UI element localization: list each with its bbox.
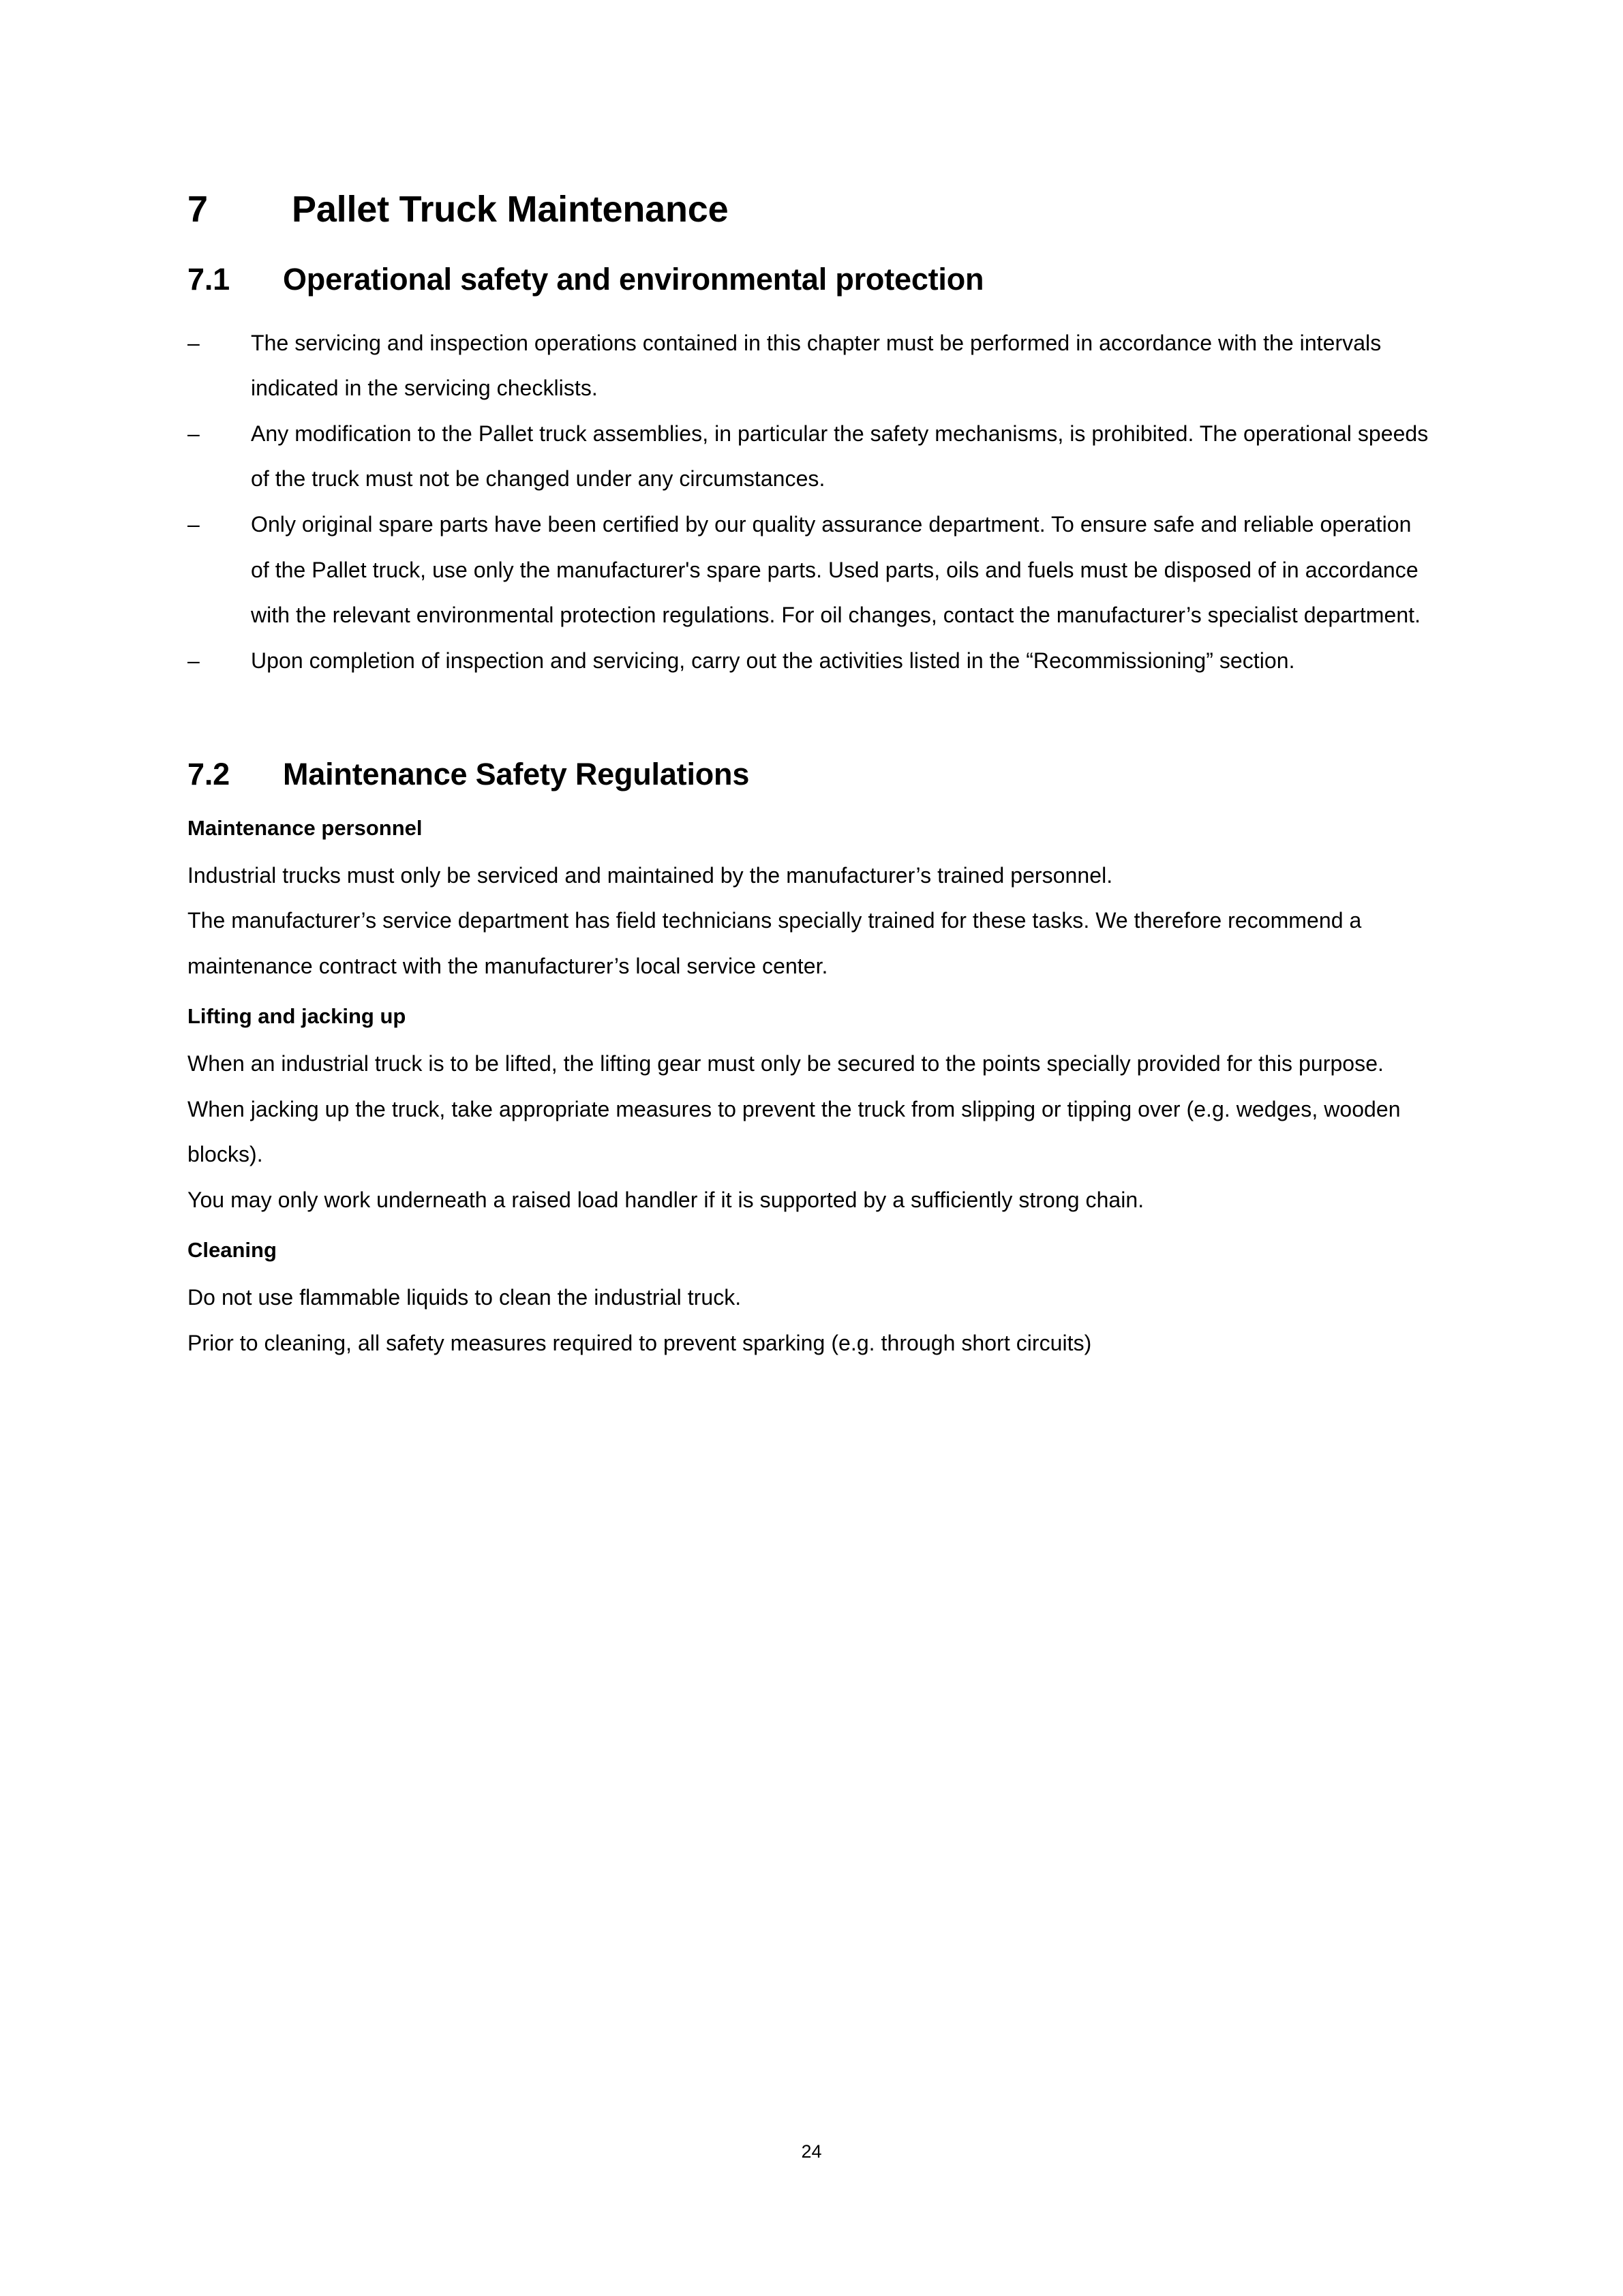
subsection-heading-maintenance-personnel: Maintenance personnel <box>187 815 423 840</box>
chapter-heading <box>187 188 1431 230</box>
paragraph: The manufacturer’s service department has field technicians specially trained for these tasks. We therefore recommend a maintenance contract with the manufacturer’s local service center. <box>187 908 1362 978</box>
section-title-7-1: Operational safety and environmental protection <box>283 262 984 297</box>
list-item <box>187 502 1431 638</box>
paragraph: Prior to cleaning, all safety measures required to prevent sparking (e.g. through short circuits) <box>187 1330 1092 1355</box>
list-item-text: Any modification to the Pallet truck assemblies, in particular the safety mechanisms, is prohibited. The operational speeds of the truck must not be changed under any circumstances. <box>251 421 1429 492</box>
subsection-heading-lifting-and-jacking-up: Lifting and jacking up <box>187 1004 406 1029</box>
list-item <box>187 638 1431 684</box>
bullet-dash-icon: – <box>187 421 200 446</box>
bullet-dash-icon: – <box>187 330 200 355</box>
subsection-heading-cleaning: Cleaning <box>187 1238 277 1263</box>
paragraph: Do not use flammable liquids to clean the industrial truck. <box>187 1285 742 1310</box>
section-number-7-1: 7.1 <box>187 262 230 297</box>
list-item <box>187 320 1431 411</box>
section-title-7-2: Maintenance Safety Regulations <box>283 757 750 792</box>
bullet-dash-icon: – <box>187 512 200 537</box>
paragraph: You may only work underneath a raised load handler if it is supported by a sufficiently strong chain. <box>187 1187 1144 1212</box>
subsection-spacer <box>187 1222 1431 1237</box>
page-content <box>187 188 1431 1365</box>
section-heading-7-1 <box>187 262 1431 297</box>
safety-bullet-list <box>187 320 1431 683</box>
section-spacer <box>187 683 1431 757</box>
list-item-text: Upon completion of inspection and servicing, carry out the activities listed in the “Recommissioning” section. <box>251 648 1295 673</box>
list-item <box>187 411 1431 502</box>
chapter-number: 7 <box>187 189 208 230</box>
section-heading-7-2 <box>187 757 1431 792</box>
list-item-text: Only original spare parts have been certified by our quality assurance department. To ensure safe and reliable operation of the Pallet truck, use only the manufacturer's spare parts. Used parts, oils and fuels must be disposed of in accordance with the relevant environmental protection regulations. For oil changes, contact the manufacturer’s specialist department. <box>251 512 1421 628</box>
subsection-spacer <box>187 988 1431 1003</box>
paragraph: Industrial trucks must only be serviced and maintained by the manufacturer’s trained personnel. <box>187 862 1113 888</box>
paragraph: When an industrial truck is to be lifted, the lifting gear must only be secured to the points specially provided for this purpose. <box>187 1051 1384 1076</box>
bullet-dash-icon: – <box>187 648 200 673</box>
paragraph: When jacking up the truck, take appropriate measures to prevent the truck from slipping or tipping over (e.g. wedges, wooden blocks). <box>187 1096 1401 1167</box>
chapter-title: Pallet Truck Maintenance <box>292 189 729 230</box>
section-number-7-2: 7.2 <box>187 757 230 792</box>
page-footer <box>0 2141 1623 2162</box>
list-item-text: The servicing and inspection operations contained in this chapter must be performed in accordance with the intervals indicated in the servicing checklists. <box>251 330 1382 401</box>
page-number: 24 <box>801 2141 822 2162</box>
